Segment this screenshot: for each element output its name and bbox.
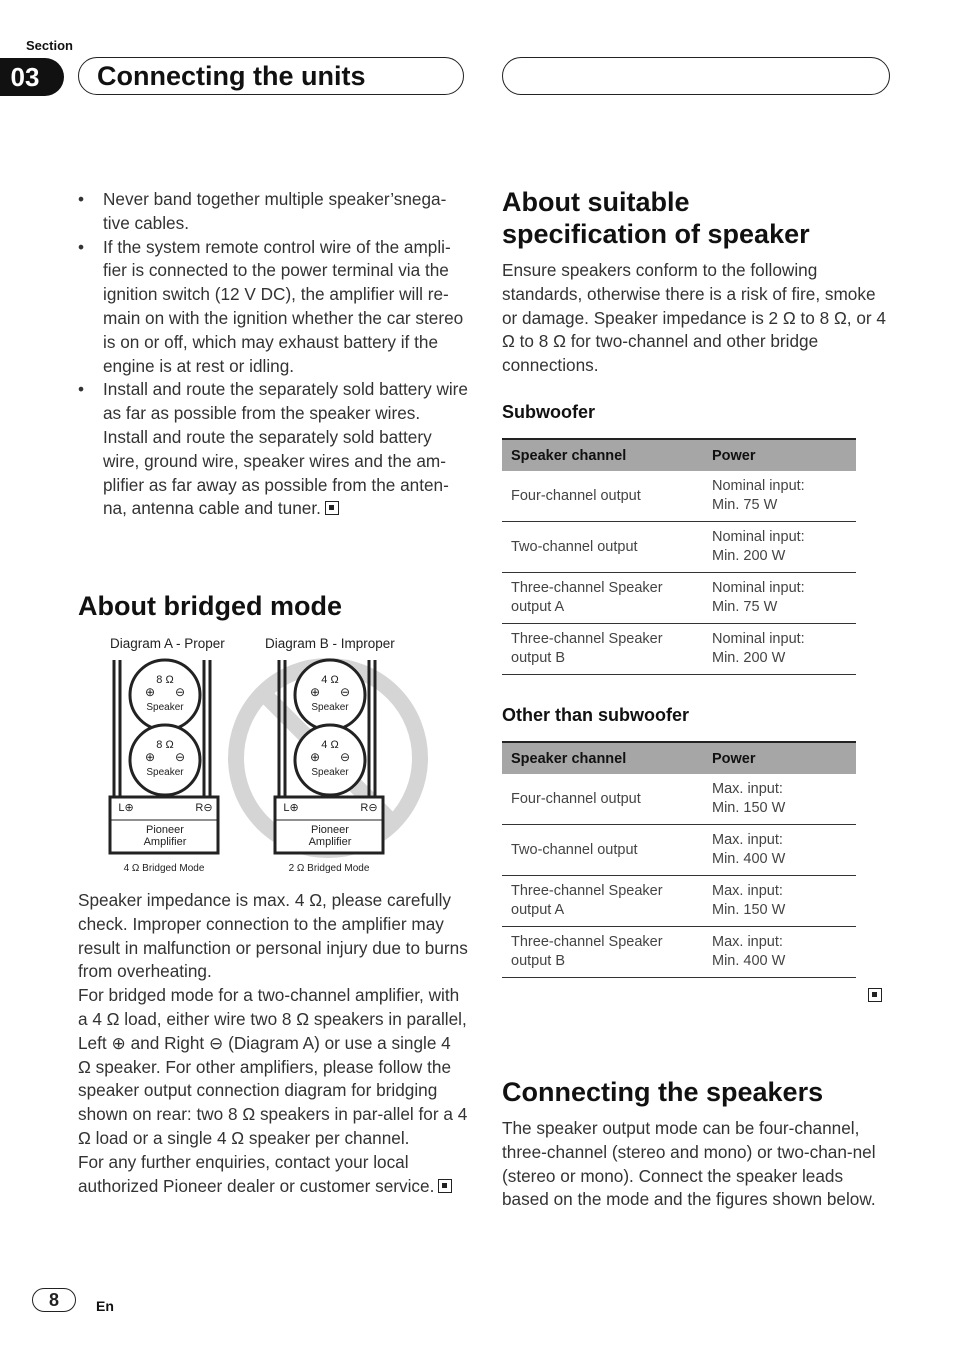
column-header: Speaker channel [502,439,703,471]
table-row [502,876,856,927]
channel-cell: Three-channel Speaker output A [502,573,703,624]
speaker-label: Speaker [311,767,349,778]
power-cell [703,825,856,876]
minus-icon: ⊖ [339,750,351,764]
channel-cell: Three-channel Speaker output B [502,624,703,675]
end-mark-icon [325,501,339,515]
power-value: Min. 400 W [712,851,786,867]
plus-icon: ⊕ [309,685,321,699]
subwoofer-table [502,438,856,675]
channel-cell: Four-channel output [502,471,703,522]
minus-icon: ⊖ [339,685,351,699]
bullet-text: Never band together multiple speaker’snega-tive cables. [103,189,447,233]
power-value: Min. 150 W [712,902,786,918]
section-label: Section [26,38,73,53]
plus-icon: ⊕ [144,750,156,764]
column-header: Power [703,439,856,471]
paragraph: For bridged mode for a two-channel amplifier, with a 4 Ω load, either wire two 8 Ω speakers in parallel, Left ⊕ and Right ⊖ (Diagram A) or use a single 4 Ω speaker. For other amplifiers, please follow the speaker output connection diagram for bridging shown on rear: two 8 Ω speakers in par-allel for a 4 Ω load or a single 4 Ω speaker per channel. [78,985,468,1148]
table-row [502,774,856,825]
diagram-b-ohm-bottom: 4 Ω [321,739,339,751]
terminal-right: R⊖ [195,802,213,814]
table-row [502,522,856,573]
power-type: Max. input: [712,883,783,899]
diagram-a-label: Diagram A - Proper [110,636,225,651]
amplifier-label: Amplifier [308,836,352,848]
power-value: Min. 400 W [712,953,786,969]
power-type: Max. input: [712,934,783,950]
amplifier-label: Amplifier [143,836,187,848]
power-type: Max. input: [712,832,783,848]
end-mark-icon [438,1179,452,1193]
other-than-subwoofer-title: Other than subwoofer [502,705,690,725]
table-header-row [502,742,856,774]
power-type: Max. input: [712,781,783,797]
heading-line: About suitable [502,187,690,217]
power-type: Nominal input: [712,478,805,494]
diagram-a-ohm-bottom: 8 Ω [156,739,174,751]
speaker-spec-intro: Ensure speakers conform to the following standards, otherwise there is a risk of fire, smoke or damage. Speaker impedance is 2 Ω to 8 Ω, or 4 Ω to 8 Ω for two-channel and other bridge connections. [502,260,886,376]
power-value: Min. 200 W [712,548,786,564]
power-value: Min. 150 W [712,800,786,816]
header-right-pill [502,57,890,95]
channel-cell: Two-channel output [502,825,703,876]
diagram-b-caption: 2 Ω Bridged Mode [288,863,370,874]
channel-cell: Three-channel Speaker output A [502,876,703,927]
section-title: Connecting the units [78,57,464,95]
page-number: 8 [32,1288,76,1312]
power-cell [703,624,856,675]
column-header: Speaker channel [502,742,703,774]
bullet-text: Install and route the separately sold battery wire as far as possible from the speaker wires. Install and route the separately sold battery wire, ground wire, speaker wires and the am-plifier as far away as possible from the anten-na, antenna cable and tuner. [103,379,468,519]
warning-bullet-list [78,188,468,521]
heading-line: specification of speaker [502,219,810,249]
plus-icon: ⊕ [144,685,156,699]
power-cell [703,573,856,624]
power-value: Min. 200 W [712,650,786,666]
power-cell [703,471,856,522]
speaker-label: Speaker [146,702,184,713]
power-value: Min. 75 W [712,599,778,615]
minus-icon: ⊖ [174,750,186,764]
speaker-label: Speaker [311,702,349,713]
end-mark-icon [868,988,882,1002]
bridged-mode-text [78,889,468,1198]
speaker-label: Speaker [146,767,184,778]
diagram-a-ohm-top: 8 Ω [156,674,174,686]
power-type: Nominal input: [712,580,805,596]
minus-icon: ⊖ [174,685,186,699]
bridged-mode-heading: About bridged mode [78,591,342,621]
paragraph [78,1151,468,1199]
channel-cell: Four-channel output [502,774,703,825]
paragraph: Speaker impedance is max. 4 Ω, please carefully check. Improper connection to the amplifier may result in malfunction or personal injury due to burns from overheating. [78,890,468,982]
diagram-b-ohm-top: 4 Ω [321,674,339,686]
connecting-speakers-text: The speaker output mode can be four-channel, three-channel (stereo and mono) or two-chan-nel (stereo or mono). Connect the speaker leads based on the mode and the figures shown below. [502,1118,876,1210]
table-row [502,825,856,876]
section-number-badge: 03 [0,58,64,96]
channel-cell: Three-channel Speaker output B [502,927,703,978]
amplifier-label: Pioneer [146,824,184,836]
table-header-row [502,439,856,471]
language-label: En [96,1298,114,1314]
bullet-item [78,188,468,236]
bullet-item [78,236,468,379]
paragraph-text: For any further enquiries, contact your local authorized Pioneer dealer or customer service. [78,1151,435,1196]
other-speaker-table [502,741,856,978]
power-cell [703,927,856,978]
subwoofer-title: Subwoofer [502,402,595,422]
terminal-right: R⊖ [360,802,378,814]
power-type: Nominal input: [712,631,805,647]
diagram-a-caption: 4 Ω Bridged Mode [123,863,205,874]
power-type: Nominal input: [712,529,805,545]
terminal-left: L⊕ [118,802,134,814]
bridged-mode-diagram [100,630,440,880]
channel-cell: Two-channel output [502,522,703,573]
power-cell [703,876,856,927]
plus-icon: ⊕ [309,750,321,764]
table-row [502,624,856,675]
amplifier-label: Pioneer [311,824,349,836]
connecting-speakers-heading: Connecting the speakers [502,1077,824,1107]
table-row [502,927,856,978]
table-row [502,471,856,522]
power-cell [703,774,856,825]
power-cell [703,522,856,573]
diagram-b-label: Diagram B - Improper [265,636,395,651]
bullet-item [78,378,468,521]
speaker-spec-heading [502,186,892,250]
table-row [502,573,856,624]
power-value: Min. 75 W [712,497,778,513]
terminal-left: L⊕ [283,802,299,814]
bullet-text: If the system remote control wire of the ampli-fier is connected to the power terminal via the ignition switch (12 V DC), the amplifier will re-main on with the ignition whether the car stereo is on or off, which may exhaust battery if the engine is at rest or idling. [103,236,464,376]
column-header: Power [703,742,856,774]
